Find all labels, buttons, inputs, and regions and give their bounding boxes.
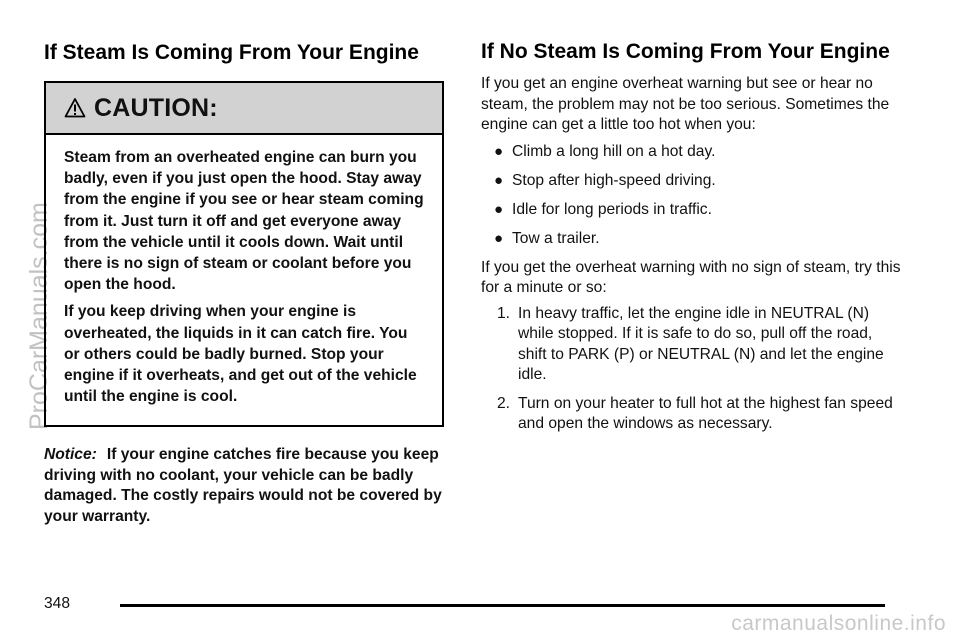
right-heading: If No Steam Is Coming From Your Engine — [481, 40, 890, 63]
left-heading: If Steam Is Coming From Your Engine — [44, 41, 419, 64]
footer-watermark: carmanualsonline.info — [731, 612, 946, 635]
warning-triangle-icon — [64, 97, 86, 119]
caution-body — [46, 135, 442, 425]
bullet-icon: ● — [494, 200, 504, 218]
list-item — [481, 229, 901, 250]
page-number: 348 — [44, 595, 71, 612]
left-column — [44, 38, 448, 527]
step-number: 1. — [497, 304, 511, 322]
list-item — [481, 171, 901, 192]
list-item-text: Idle for long periods in traffic. — [512, 200, 712, 218]
step-item — [481, 394, 901, 435]
notice-label: Notice: — [44, 446, 97, 464]
right-column — [481, 38, 901, 443]
caution-header — [46, 83, 442, 135]
caution-paragraph: If you keep driving when your engine is overheated, the liquids in it can catch fire. You or others could be badly burned. Stop your engine if it overheats, and get out of the vehicle until the engine is cool. — [64, 303, 417, 406]
footer-divider — [120, 604, 885, 607]
steps-intro-paragraph: If you get the overheat warning with no sign of steam, try this for a minute or so: — [481, 258, 901, 296]
caution-paragraph: Steam from an overheated engine can burn you badly, even if you just open the hood. Stay away from the engine if you see or hear steam coming from it. Just turn it off and get everyone away from the vehicle until it cools down. Wait until there is no sign of steam or coolant before you open the hood. — [64, 149, 424, 294]
intro-paragraph: If you get an engine overheat warning but see or hear no steam, the problem may not be too serious. Sometimes the engine can get a little too hot when you: — [481, 75, 890, 133]
step-item — [481, 304, 901, 386]
bullet-icon: ● — [494, 142, 504, 160]
notice-text: If your engine catches fire because you keep driving with no coolant, your vehicle can be badly damaged. The costly repairs would not be covered by your warranty. — [44, 446, 442, 525]
step-number: 2. — [497, 394, 511, 412]
list-item-text: Climb a long hill on a hot day. — [512, 142, 716, 160]
step-text: Turn on your heater to full hot at the highest fan speed and open the windows as necessary. — [518, 394, 893, 432]
step-text: In heavy traffic, let the engine idle in NEUTRAL (N) while stopped. If it is safe to do so, pull off the road, shift to PARK (P) or NEUTRAL (N) and let the engine idle. — [518, 304, 884, 383]
caution-box — [44, 81, 444, 427]
side-watermark: ProCarManuals.com — [25, 202, 53, 430]
caution-title: CAUTION: — [94, 93, 218, 122]
bullet-icon: ● — [494, 229, 504, 247]
bullet-list — [481, 142, 901, 250]
list-item — [481, 200, 901, 221]
notice-paragraph — [44, 445, 448, 527]
list-item-text: Tow a trailer. — [512, 229, 600, 247]
steps-list — [481, 304, 901, 435]
list-item — [481, 142, 901, 163]
list-item-text: Stop after high-speed driving. — [512, 171, 716, 189]
bullet-icon: ● — [494, 171, 504, 189]
